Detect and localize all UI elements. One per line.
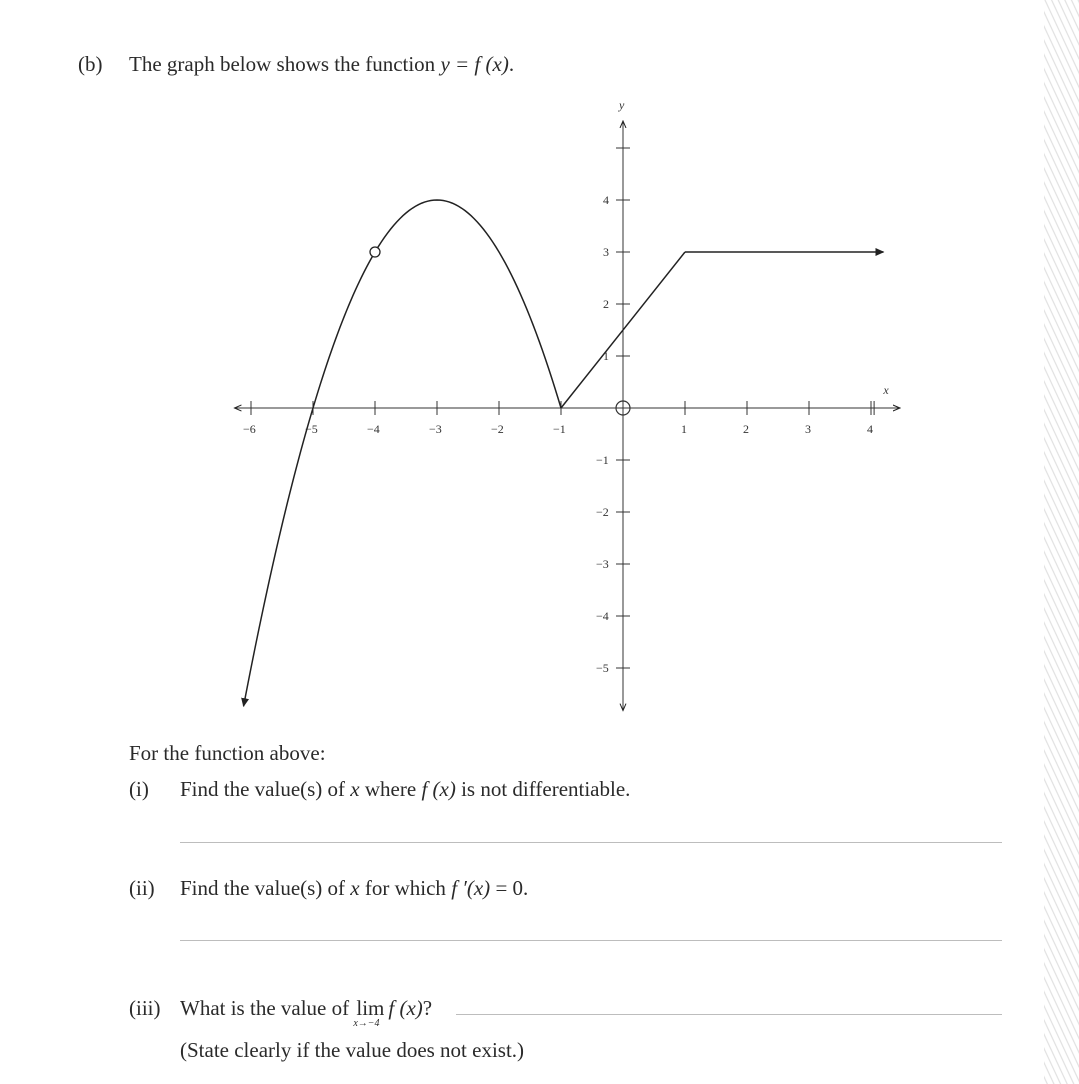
x-tick-label: −1 [553,422,566,436]
part-i-label: (i) [129,777,149,801]
limit-subscript: x→−4 [353,1018,380,1029]
y-tick-label: 3 [603,245,609,259]
tick-labels [243,98,889,675]
part-i-text [180,777,630,802]
x-tick-label: 1 [681,422,687,436]
part-iii-text [180,996,433,1029]
intro-expression: y = f (x) [440,52,509,76]
part-iii-pre: What is the value of [180,996,355,1020]
intro-suffix: . [508,52,515,76]
part-label: (b) [78,52,103,76]
y-tick-label: −2 [596,505,609,519]
part-i-pre: Find the value(s) of [180,777,351,801]
parabola-right-piece [375,200,561,408]
limit-word: lim [356,996,385,1020]
x-tick-label: 3 [805,422,811,436]
y-tick-label: 1 [603,349,609,363]
part-ii-fn: f ′(x) [451,876,491,900]
part-ii-var: x [350,876,360,900]
x-tick-label: −3 [429,422,442,436]
y-axis-label: y [619,98,625,112]
page-margin-texture [1044,0,1079,1084]
answer-line-i[interactable] [180,842,1002,843]
part-iii-post: ? [422,996,433,1020]
intro-prefix: The graph below shows the function [129,52,441,76]
part-ii-mid: for which [359,876,452,900]
answer-line-ii[interactable] [180,940,1002,941]
x-tick-label: −5 [305,422,318,436]
y-tick-label: 2 [603,297,609,311]
part-i-mid: where [359,777,422,801]
prompt-text: For the function above: [129,741,326,765]
curves [244,200,884,706]
y-tick-label: −4 [596,609,609,623]
answer-line-iii[interactable] [456,1014,1002,1015]
x-tick-label: −6 [243,422,256,436]
part-i-post: is not differentiable. [455,777,631,801]
y-tick-label: 4 [603,193,609,207]
parabola-left-piece [244,252,375,706]
open-point [370,247,380,257]
x-tick-label: 2 [743,422,749,436]
note-text: (State clearly if the value does not exist.) [180,1038,525,1062]
part-i-var: x [350,777,360,801]
part-iii-label: (iii) [129,996,161,1020]
y-tick-label: −3 [596,557,609,571]
limit-operator [353,996,385,1029]
part-i-fn: f (x) [421,777,456,801]
axes [236,122,899,710]
x-tick-label: −2 [491,422,504,436]
part-ii-label: (ii) [129,876,155,900]
part-ii-post: = 0. [490,876,529,900]
x-axis-label: x [883,383,889,397]
part-ii-text [180,876,528,901]
x-tick-label: 4 [867,422,873,436]
y-tick-label: −5 [596,661,609,675]
x-tick-label: −4 [367,422,380,436]
y-tick-label: −1 [596,453,609,467]
part-iii-fn: f (x) [388,996,423,1020]
part-ii-pre: Find the value(s) of [180,876,351,900]
